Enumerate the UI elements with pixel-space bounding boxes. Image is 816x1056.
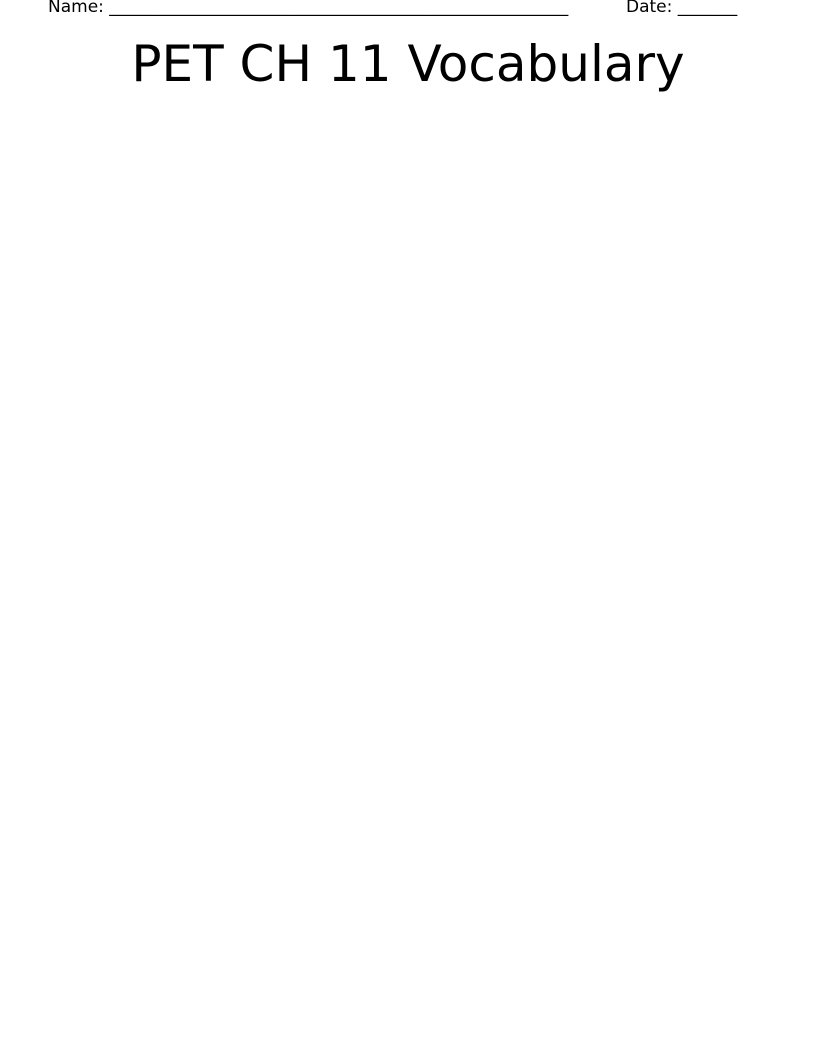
puzzle-title: PET CH 11 Vocabulary	[131, 35, 685, 93]
date-line[interactable]: Date: _______	[626, 0, 738, 17]
name-line[interactable]: Name: ______________________________________________________	[48, 0, 569, 17]
